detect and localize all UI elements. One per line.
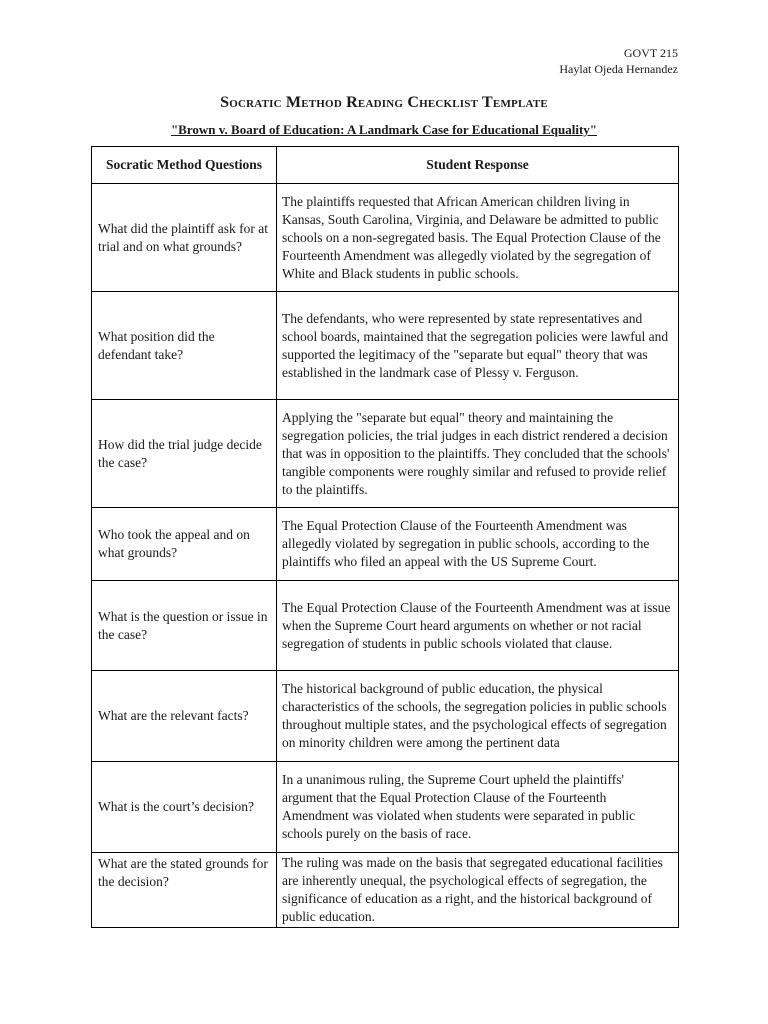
question-cell: What did the plaintiff ask for at trial and on what grounds? [92,184,277,292]
question-cell: What is the question or issue in the case? [92,581,277,671]
page-subtitle: "Brown v. Board of Education: A Landmark Case for Educational Equality" [170,122,598,137]
question-cell: What is the court’s decision? [92,762,277,853]
column-header-response: Student Response [277,147,679,184]
page-title: Socratic Method Reading Checklist Template [220,94,548,111]
response-cell: The plaintiffs requested that African American children living in Kansas, South Carolina, Virginia, and Delaware be admitted to public schools on a non-segregated basis. The Equal Protection Clause of the Fourteenth Amendment was allegedly violated by the segregation of White and Black students in public schools. [277,184,679,292]
table-header-row [92,147,679,184]
checklist-table [91,146,679,928]
table-row [92,581,679,671]
column-header-questions: Socratic Method Questions [92,147,277,184]
document-header [559,45,678,77]
table-row [92,292,679,400]
response-cell: The ruling was made on the basis that segregated educational facilities are inherently unequal, the psychological effects of segregation, the significance of education as a right, and the historical background of public education. [277,853,679,928]
response-cell: In a unanimous ruling, the Supreme Court upheld the plaintiffs' argument that the Equal Protection Clause of the Fourteenth Amendment was violated when students were separated in public schools purely on the basis of race. [277,762,679,853]
response-cell: The Equal Protection Clause of the Fourteenth Amendment was at issue when the Supreme Court heard arguments on whether or not racial segregation of students in public schools violated that clause. [277,581,679,671]
table-row [92,853,679,928]
course-code: GOVT 215 [623,46,678,60]
question-cell: What are the stated grounds for the decision? [92,853,277,928]
table-row [92,184,679,292]
response-cell: The historical background of public education, the physical characteristics of the schools, the segregation policies in public schools throughout multiple states, and the psychological effects of segregation on minority children were among the pertinent data [277,671,679,762]
question-cell: How did the trial judge decide the case? [92,400,277,508]
table-row [92,762,679,853]
question-cell: What are the relevant facts? [92,671,277,762]
question-cell: What position did the defendant take? [92,292,277,400]
table-row [92,400,679,508]
author-name: Haylat Ojeda Hernandez [559,62,678,76]
response-cell: The defendants, who were represented by state representatives and school boards, maintained that the segregation policies were lawful and supported the legitimacy of the "separate but equal" theory that was established in the landmark case of Plessy v. Ferguson. [277,292,679,400]
response-cell: The Equal Protection Clause of the Fourteenth Amendment was allegedly violated by segregation in public schools, according to the plaintiffs who filed an appeal with the US Supreme Court. [277,508,679,581]
response-cell: Applying the "separate but equal" theory and maintaining the segregation policies, the trial judges in each district rendered a decision that was in opposition to the plaintiffs. They concluded that the schools' tangible components were roughly similar and refused to provide relief to the plaintiffs. [277,400,679,508]
question-cell: Who took the appeal and on what grounds? [92,508,277,581]
table-row [92,671,679,762]
table-row [92,508,679,581]
